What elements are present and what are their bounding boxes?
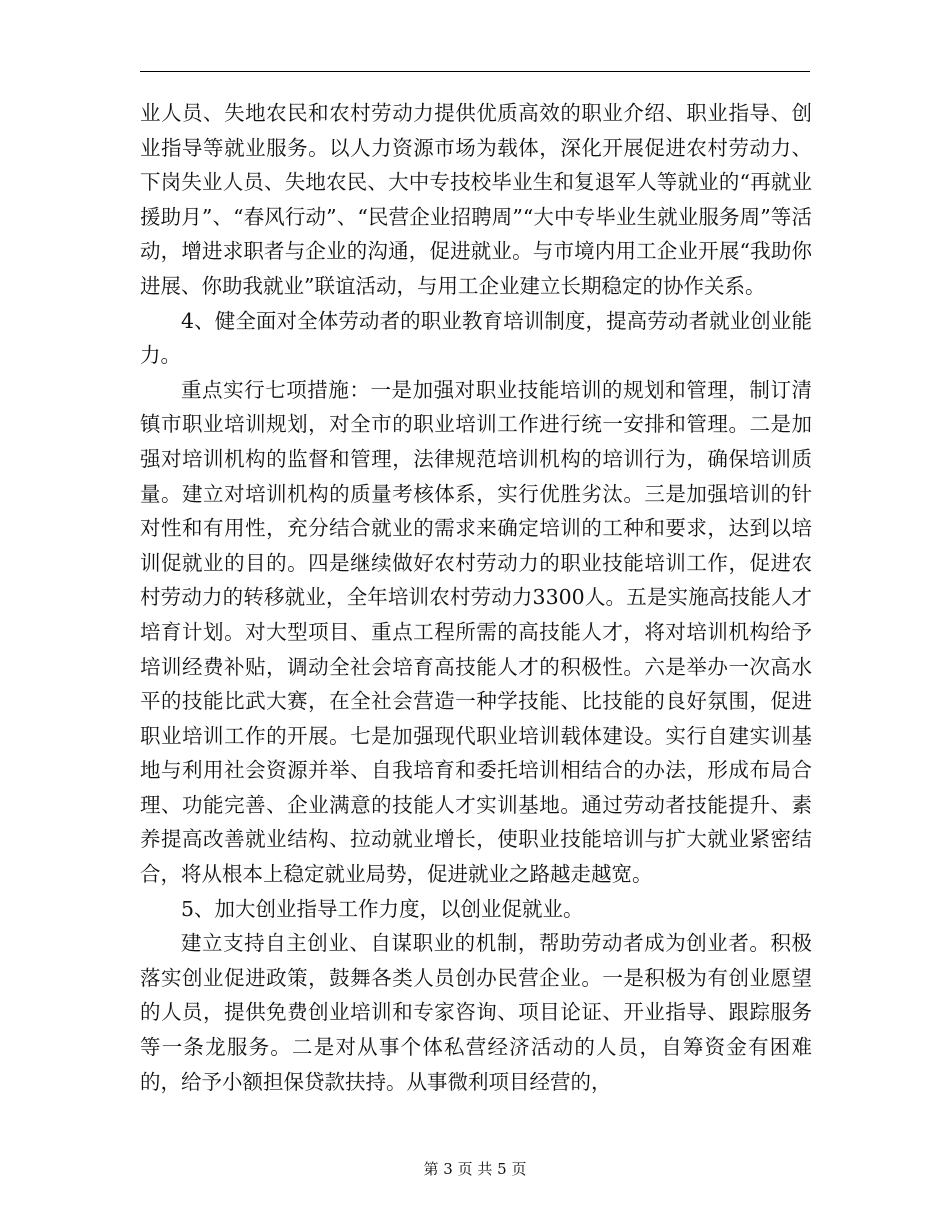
paragraph-entrepreneurship: 建立支持自主创业、自谋职业的机制，帮助劳动者成为创业者。积极落实创业促进政策，鼓舞各类人员创办民营企业。一是积极为有创业愿望的人员，提供免费创业培训和专家咨询、项目论证、开业指导、跟踪服务等一条龙服务。二是对从事个体私营经济活动的人员，自筹资金有困难的，给予小额担保贷款扶持。从事微利项目经营的， [140, 931, 812, 1094]
paragraph-continuation: 业人员、失地农民和农村劳动力提供优质高效的职业介绍、职业指导、创业指导等就业服务。以人力资源市场为载体，深化开展促进农村劳动力、下岗失业人员、失地农民、大中专技校毕业生和复退军人等就业的“再就业援助月”、“春风行动”、“民营企业招聘周”“大中专毕业生就业服务周”等活动，增进求职者与企业的沟通，促进就业。与市境内用工企业开展“我助你进展、你助我就业”联谊活动，与用工企业建立长期稳定的协作关系。 [140, 101, 812, 298]
paragraph-training-measures: 重点实行七项措施：一是加强对职业技能培训的规划和管理，制订清镇市职业培训规划，对全市的职业培训工作进行统一安排和管理。二是加强对培训机构的监督和管理，法律规范培训机构的培训行为，确保培训质量。建立对培训机构的质量考核体系，实行优胜劣汰。三是加强培训的针对性和有用性，充分结合就业的需求来确定培训的工种和要求，达到以培训促就业的目的。四是继续做好农村劳动力的职业技能培训工作，促进农村劳动力的转移就业，全年培训农村劳动力3300人。五是实施高技能人才培育计划。对大型项目、重点工程所需的高技能人才，将对培训机构给予培训经费补贴，调动全社会培育高技能人才的积极性。六是举办一次高水平的技能比武大赛，在全社会营造一种学技能、比技能的良好氛围，促进职业培训工作的开展。七是加强现代职业培训载体建设。实行自建实训基地与利用社会资源并举、自我培育和委托培训相结合的办法，形成布局合理、功能完善、企业满意的技能人才实训基地。通过劳动者技能提升、素养提高改善就业结构、拉动就业增长，使职业技能培训与扩大就业紧密结合，将从根本上稳定就业局势，促进就业之路越走越宽。 [140, 377, 812, 887]
page-number-footer: 第 3 页 共 5 页 [423, 1160, 527, 1178]
paragraph-heading-4: 4、健全面对全体劳动者的职业教育培训制度，提高劳动者就业创业能力。 [140, 308, 812, 368]
document-body [140, 96, 812, 1099]
header-rule [140, 71, 810, 72]
paragraph-heading-5: 5、加大创业指导工作力度，以创业促就业。 [181, 896, 584, 921]
